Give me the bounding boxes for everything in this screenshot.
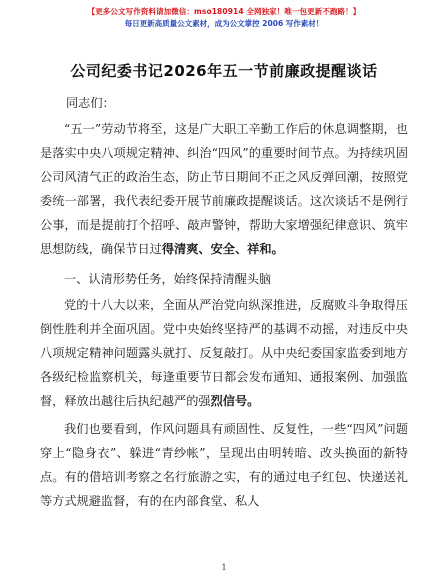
banner-line-1: 【更多公文写作资料请加微信：mso180914 全网独家！唯一包更新不跑路！】: [87, 7, 361, 16]
paragraph-2-text: 党的十八大以来，全面从严治党向纵深推进，反腐败斗争取得压倒性胜利并全面巩固。党中央始终坚持严的基调不动摇，对违反中央八项规定精神问题露头就打、反复敲打。从中央纪委国家监委到地方各级纪检监察机关，每逢重要节日都会发布通知、通报案例、加强监督，释放出越往后执纪越严的强: [40, 298, 408, 408]
document-title: 公司纪委书记2026年五一节前廉政提醒谈话: [70, 62, 378, 80]
banner-line-2: 每日更新高质量公文素材，成为公文掌控 2006 写作素材！: [124, 19, 324, 28]
promo-banner: [40, 6, 408, 30]
salutation: 同志们：: [66, 96, 115, 110]
paragraph-2: [40, 293, 408, 413]
paragraph-3-text: 我们也要看到，作风问题具有顽固性、反复性，一些“四风”问题穿上“隐身衣”、躲进“青纱帐”，呈现出由明转暗、改头换面的新特点。有的借培训考察之名行旅游之实，有的通过电子红包、快递送礼等方式规避监督，有的在内部食堂、私人: [40, 422, 408, 508]
page-number: 1: [221, 563, 227, 572]
paragraph-1-text: “五一”劳动节将至，这是广大职工辛勤工作后的休息调整期，也是落实中央八项规定精神、纠治“四风”的重要时间节点。为持续巩固公司风清气正的政治生态，防止节日期间不正之风反弹回潮，按照党委统一部署，我代表纪委开展节前廉政提醒谈话。这次谈话不是例行公事，而是提前打个招呼、敲声警钟，帮助大家增强纪律意识、筑牢思想防线，确保节日过: [40, 122, 408, 256]
paragraph-1: [40, 117, 408, 261]
section-heading-1: 一、认清形势任务，始终保持清醒头脑: [64, 272, 272, 286]
paragraph-1-bold: 得清爽、安全、祥和。: [161, 242, 284, 256]
paragraph-3: [40, 417, 408, 513]
paragraph-2-bold: 烈信号。: [210, 394, 260, 408]
